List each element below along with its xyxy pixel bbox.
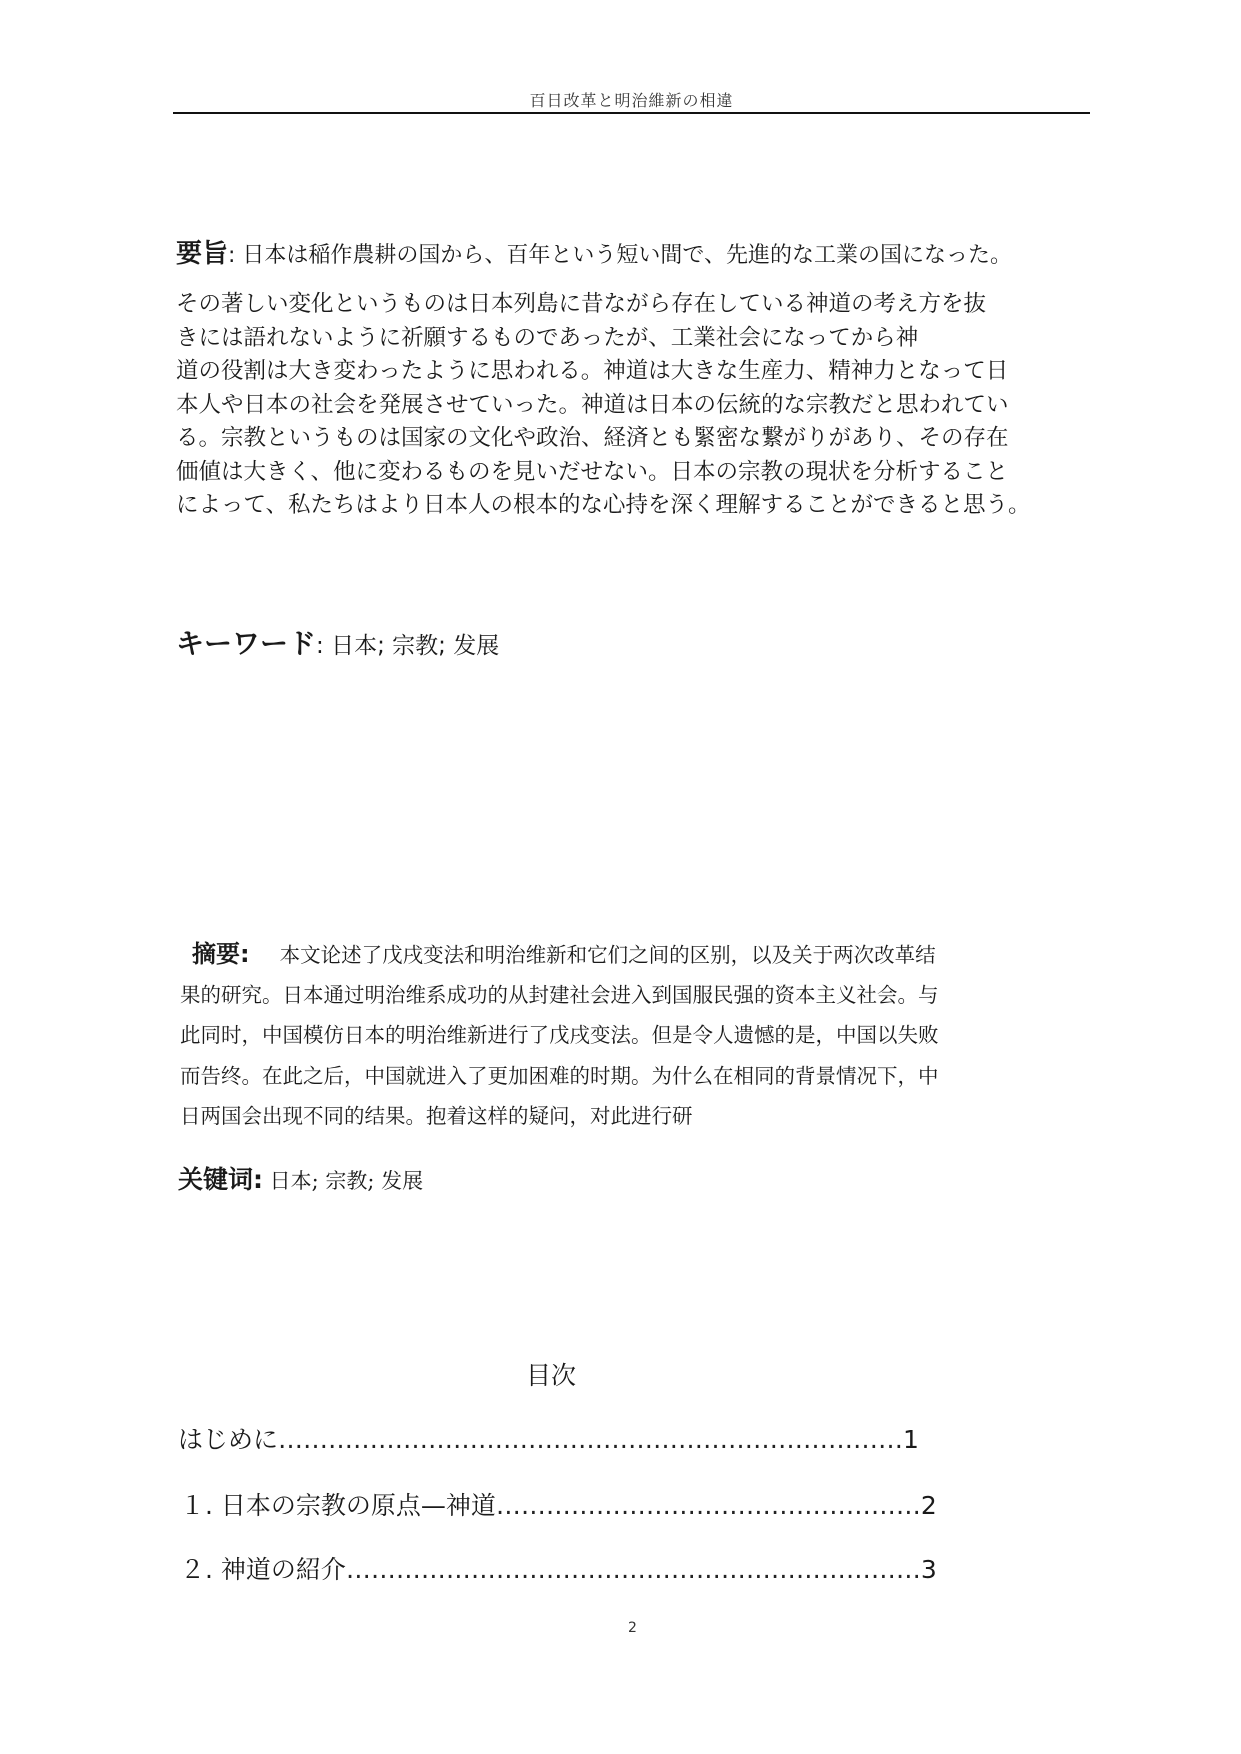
abstract-jp-label: 要旨: [176, 239, 229, 269]
toc-page-number: 2: [920, 1491, 937, 1520]
toc-page-number: 1: [903, 1425, 919, 1454]
toc-page-number: 3: [920, 1555, 937, 1584]
abstract-cn-line: 此同时，中国模仿日本的明治维新进行了戊戌变法。但是令人遗憾的是，中国以失败: [180, 1023, 939, 1047]
abstract-cn-first-text: 本文论述了戊戌变法和明治维新和它们之间的区别，以及关于两次改革结: [279, 943, 936, 967]
keywords-cn-label: 关键词:: [178, 1165, 263, 1194]
toc-entry[interactable]: [178, 1420, 919, 1456]
abstract-jp-first-text: : 日本は稲作農耕の国から、百年という短い間で、先進的な工業の国になった。: [228, 243, 1012, 268]
running-header: 百日改革と明治維新の相違: [529, 91, 734, 110]
abstract-jp-line: によって、私たちはより日本人の根本的な心持を深く理解することができると思う。: [176, 492, 1031, 518]
keywords-jp-label: キーワード: [176, 627, 317, 660]
abstract-jp-line: きには語れないように祈願するものであったが、工業社会になってから神: [176, 324, 919, 351]
abstract-cn-line: 而告终。在此之后，中国就进入了更加困难的时期。为什么在相同的背景情况下，中: [180, 1063, 939, 1088]
keywords-japanese: [176, 622, 499, 662]
abstract-cn-first-line: [180, 939, 1110, 980]
toc-entry-label: はじめに: [178, 1425, 279, 1454]
toc-entry-label: ２. 神道の紹介: [180, 1555, 346, 1584]
abstract-cn-line: 果的研究。日本通过明治维系成功的从封建社会进入到国服民强的资本主义社会。与: [180, 982, 939, 1007]
abstract-japanese: [176, 232, 1106, 523]
header-rule: [173, 112, 1090, 114]
abstract-jp-line: 価値は大きく、他に変わるものを見いだせない。日本の宗教の現状を分析すること: [176, 458, 1009, 485]
toc-entry-label: １. 日本の宗教の原点—神道: [180, 1491, 496, 1520]
keywords-chinese: [178, 1160, 423, 1196]
toc-title: 目次: [525, 1361, 576, 1390]
abstract-cn-line: 日两国会出现不同的结果。抱着这样的疑问，对此进行研: [180, 1104, 693, 1128]
keywords-jp-value: : 日本; 宗教; 发展: [316, 633, 500, 659]
toc-entry[interactable]: [180, 1550, 937, 1586]
abstract-chinese: [180, 939, 1110, 1142]
abstract-jp-body: [176, 288, 1106, 523]
toc-leader: ……………………………………………: [495, 1491, 921, 1520]
abstract-jp-line: 道の役割は大き変わったように思われる。神道は大きな生産力、精神力となって日: [176, 358, 1009, 384]
abstract-jp-line: る。宗教というものは国家の文化や政治、経済とも緊密な繋がりがあり、その存在: [176, 425, 1009, 451]
toc-entry[interactable]: [180, 1486, 937, 1522]
abstract-jp-first-line: [176, 232, 1106, 278]
abstract-cn-label: 摘要:: [192, 940, 250, 968]
keywords-cn-value: 日本; 宗教; 发展: [263, 1169, 424, 1193]
toc-leader: ……………………………………………………………: [345, 1555, 921, 1584]
page-number: 2: [628, 1620, 637, 1636]
toc-leader: …………………………………………………………………: [278, 1425, 904, 1454]
abstract-jp-line: その著しい変化というものは日本列島に昔ながら存在している神道の考え方を抜: [176, 291, 987, 317]
abstract-jp-line: 本人や日本の社会を発展させていった。神道は日本の伝統的な宗教だと思われてい: [176, 391, 1009, 418]
